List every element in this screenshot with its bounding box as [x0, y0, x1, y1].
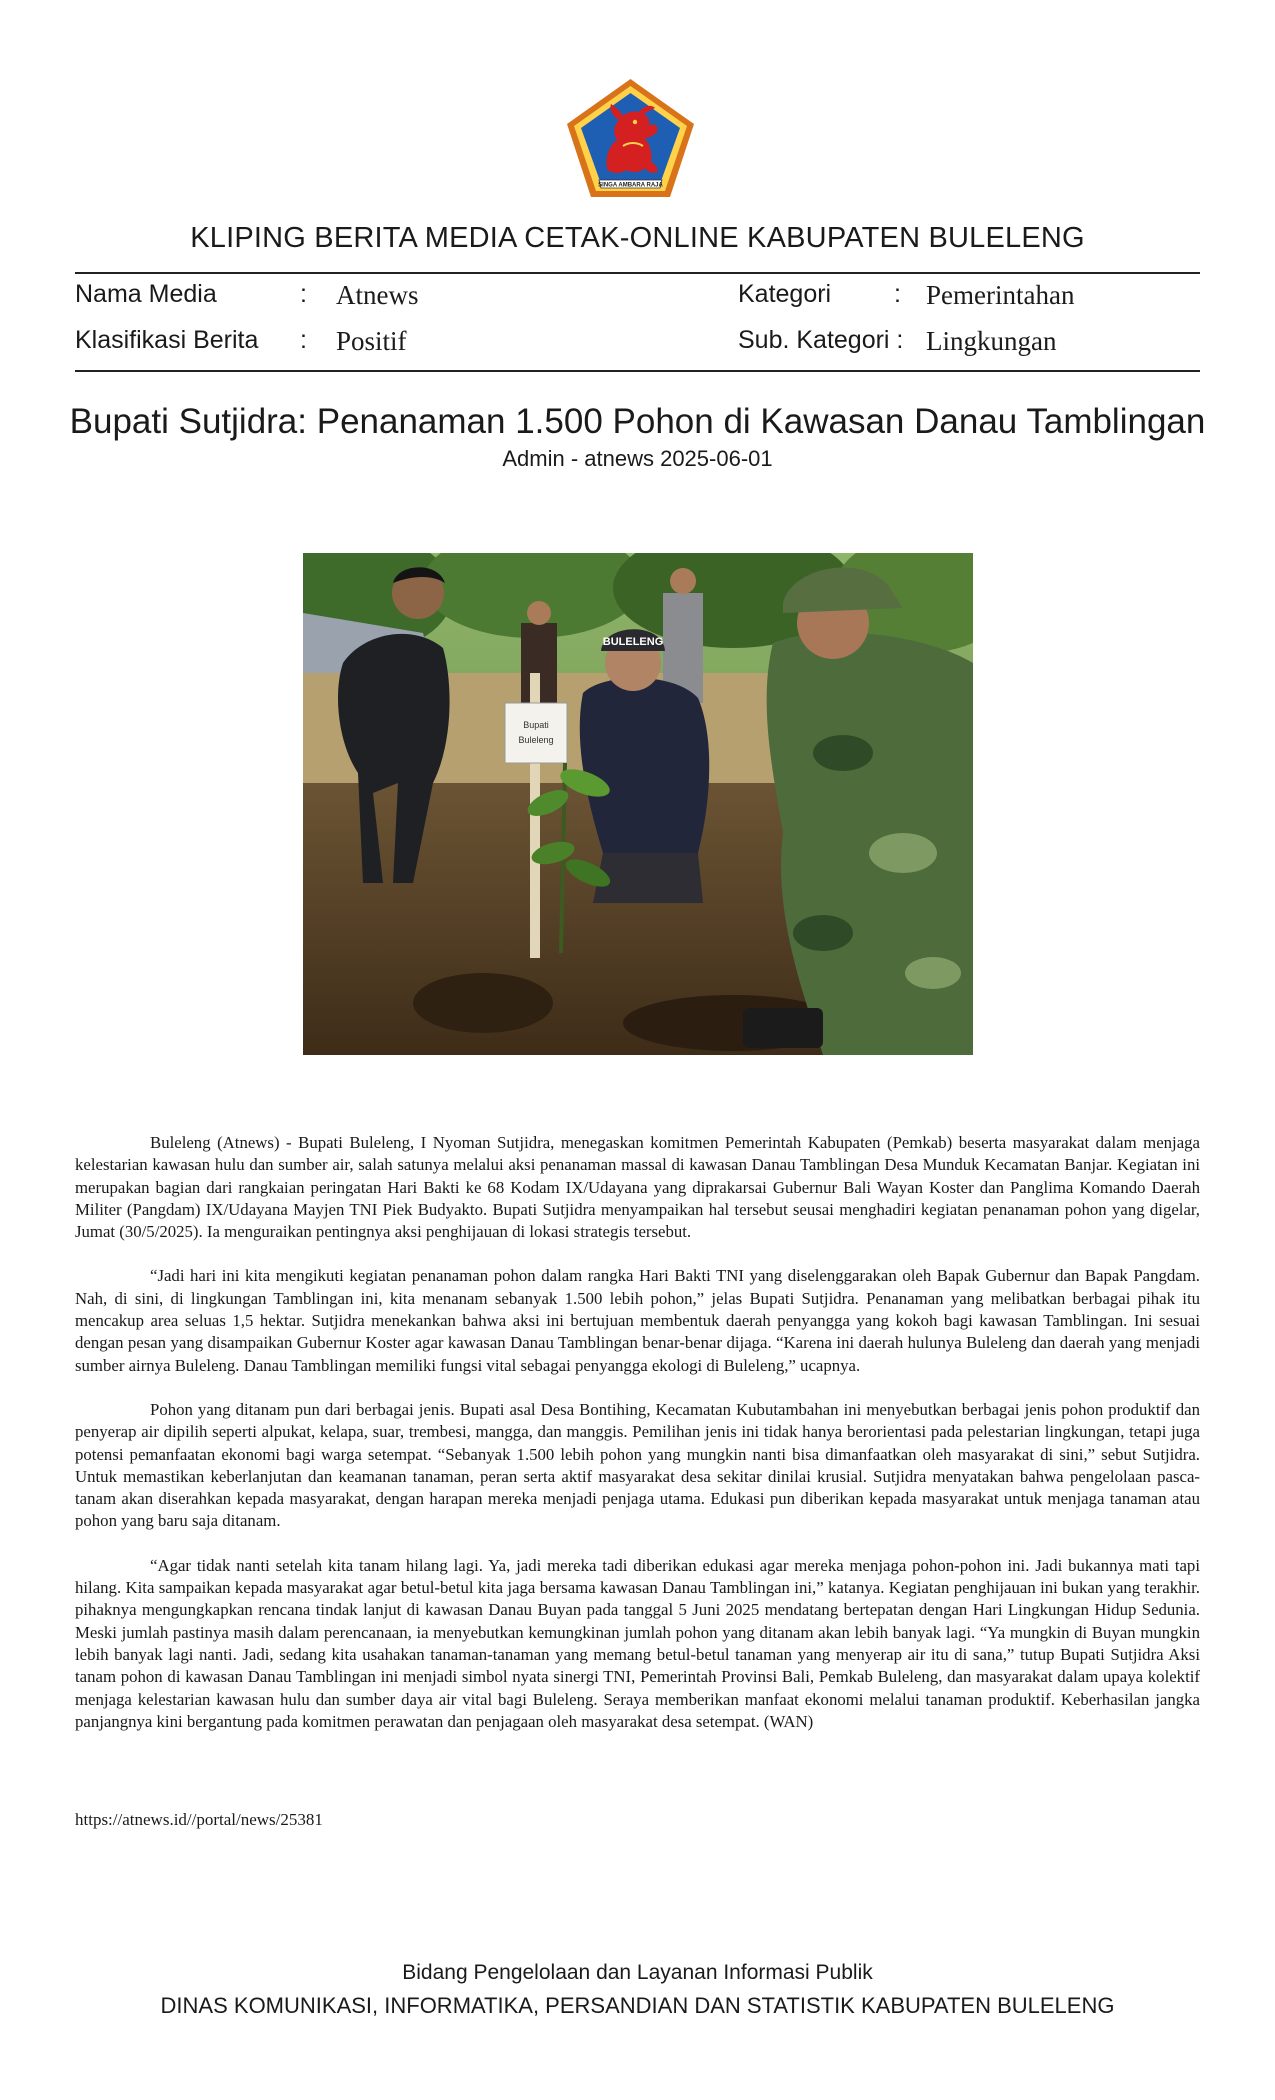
meta-klasifikasi-label: Klasifikasi Berita — [75, 326, 259, 354]
article-body — [75, 1132, 1200, 1755]
meta-kategori-colon: : — [894, 280, 901, 308]
article-paragraph: “Agar tidak nanti setelah kita tanam hilang lagi. Ya, jadi mereka tadi diberikan edukasi agar mereka menjaga pohon-pohon ini. Jadi bukannya mati tapi hilang. Kita sampaikan kepada masyarakat agar betul-betul kita jaga bersama kawasan Danau Tamblingan ini,” katanya. Kegiatan penghijauan ini bukan yang terakhir. pihaknya mengungkapkan rencana tindak lanjut di kawasan Danau Buyan pada tanggal 5 Juni 2025 mendatang bertepatan dengan Hari Lingkungan Hidup Sedunia. Meski jumlah pastinya masih dalam perencanaan, ia menyebutkan kemungkinan jumlah pohon yang ditanam akan lebih banyak lagi. “Ya mungkin di Buyan mungkin lebih banyak lagi nanti. Jadi, sedang kita usahakan tanaman-tanaman yang memang betul-betul tanaman yang menyerap air itu di sana,” tutup Bupati Sutjidra Aksi tanam pohon di kawasan Danau Tamblingan ini menjadi simbol nyata sinergi TNI, Pemerintah Provinsi Bali, Pemkab Buleleng, dan masyarakat dalam upaya kolektif menjaga kelestarian kawasan hulu dan sumber daya air vital bagi Buleleng. Seraya memberikan manfaat ekonomi melalui tanaman produktif. Keberhasilan jangka panjangnya kini bergantung pada komitmen perawatan dan penjagaan oleh masyarakat desa setempat. (WAN) — [75, 1555, 1200, 1731]
document-title: KLIPING BERITA MEDIA CETAK-ONLINE KABUPATEN BULELENG — [190, 222, 1085, 254]
photo-sign-line1: Bupati — [523, 720, 549, 730]
photo-sign-line2: Buleleng — [518, 735, 554, 745]
meta-klasifikasi-colon: : — [300, 326, 307, 354]
photo-cap-text: BULELENG — [602, 636, 664, 648]
meta-klasifikasi-value: Positif — [336, 326, 407, 356]
article-headline: Bupati Sutjidra: Penanaman 1.500 Pohon di Kawasan Danau Tamblingan — [69, 402, 1206, 441]
meta-kategori-label: Kategori — [738, 280, 832, 308]
article-paragraph: “Jadi hari ini kita mengikuti kegiatan penanaman pohon dalam rangka Hari Bakti TNI yang diselenggarakan oleh Bapak Gubernur dan Bapak Pangdam. Nah, di sini, di lingkungan Tamblingan ini, kita menanam sebanyak 1.500 lebih pohon,” jelas Bupati Sutjidra. Penanaman yang melibatkan berbagai pihak itu mencakup area seluas 1,5 hektar. Sutjidra menekankan bahwa aksi ini bertujuan membentuk daerah penyangga yang kokoh bagi kawasan Tamblingan. Ini sesuai dengan pesan yang disampaikan Gubernur Koster agar kawasan Danau Tamblingan benar-benar dijaga. “Karena ini daerah hulunya Buleleng dan daerah yang menjadi sumber airnya Buleleng. Danau Tamblingan memiliki fungsi vital sebagai penyangga ekologi di Buleleng,” ucapnya. — [75, 1266, 1200, 1375]
meta-kategori-value: Pemerintahan — [926, 280, 1075, 310]
buleleng-coat-of-arms-icon — [563, 76, 698, 201]
article-byline: Admin - atnews 2025-06-01 — [502, 446, 773, 471]
header-top-divider — [75, 272, 1200, 274]
footer-agency-name: DINAS KOMUNIKASI, INFORMATIKA, PERSANDIAN DAN STATISTIK KABUPATEN BULELENG — [160, 1993, 1115, 2018]
footer-unit-name: Bidang Pengelolaan dan Layanan Informasi Publik — [402, 1961, 873, 1984]
article-photo — [303, 553, 973, 1055]
header-bottom-divider — [75, 370, 1200, 372]
meta-nama-media-label: Nama Media — [75, 280, 217, 308]
meta-nama-media-value: Atnews — [336, 280, 419, 310]
logo-motto: SINGA AMBARA RAJA — [598, 182, 663, 189]
source-url: https://atnews.id//portal/news/25381 — [75, 1810, 323, 1829]
meta-sub-kategori-label: Sub. Kategori : — [738, 326, 904, 354]
meta-nama-media-colon: : — [300, 280, 307, 308]
meta-sub-kategori-value: Lingkungan — [926, 326, 1057, 356]
article-paragraph: Buleleng (Atnews) - Bupati Buleleng, I Nyoman Sutjidra, menegaskan komitmen Pemerintah Kabupaten (Pemkab) beserta masyarakat dalam menjaga kelestarian kawasan hulu dan sumber air, salah satunya melalui aksi penanaman massal di kawasan Danau Tamblingan Desa Munduk Kecamatan Banjar. Kegiatan ini merupakan bagian dari rangkaian peringatan Hari Bakti ke 68 Kodam IX/Udayana yang diprakarsai Gubernur Bali Wayan Koster dan Panglima Komando Daerah Militer (Pangdam) IX/Udayana Mayjen TNI Piek Budyakto. Bupati Sutjidra menyampaikan hal tersebut seusai menghadiri kegiatan penanaman pohon yang digelar, Jumat (30/5/2025). Ia menguraikan pentingnya aksi penghijauan di lokasi strategis tersebut. — [75, 1133, 1200, 1242]
article-paragraph: Pohon yang ditanam pun dari berbagai jenis. Bupati asal Desa Bontihing, Kecamatan Kubutambahan ini menyebutkan berbagai jenis pohon produktif dan penyerap air dipilih seperti alpukat, kelapa, suar, trembesi, mangga, dan manggis. Pemilihan jenis ini tidak hanya berorientasi pada pelestarian lingkungan, tetapi juga potensi pemanfaatan ekonomi bagi warga setempat. “Sebanyak 1.500 lebih pohon yang mungkin nanti bisa dimanfaatkan oleh masyarakat di sini,” sebut Sutjidra. Untuk memastikan keberlanjutan dan keamanan tanaman, peran serta aktif masyarakat desa sekitar dinilai krusial. Sutjidra menyatakan bahwa pengelolaan pasca-tanam akan diserahkan kepada masyarakat, dengan harapan mereka menjadi penjaga utama. Edukasi pun diberikan kepada masyarakat untuk menjaga tanaman atau pohon yang baru saja ditanam. — [75, 1399, 1200, 1531]
